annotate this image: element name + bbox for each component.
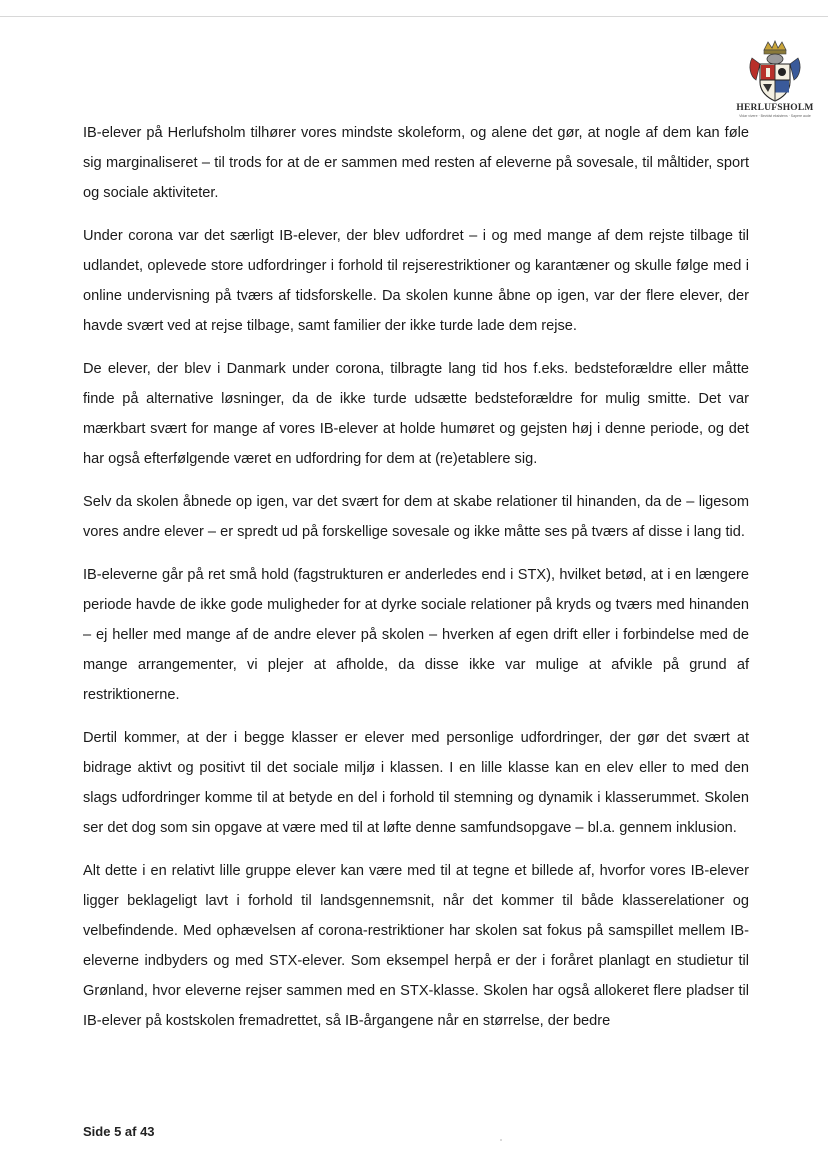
scan-artifact [500,1139,502,1141]
logo-wordmark: HERLUFSHOLM [736,103,814,113]
header-divider [0,16,828,17]
paragraph: Alt dette i en relativt lille gruppe elever kan være med til at tegne et billede af, hvorfor vores IB-elever ligger beklageligt lavt i forhold til landsgennemsnit, når det kommer til både klasserelationer og velbefindende. Med ophævelsen af corona-restriktioner har skolen sat fokus på samspillet mellem IB-eleverne indbyders og med STX-elever. Som eksempel herpå er der i foråret planlagt en studietur til Grønland, hvor eleverne rejser sammen med en STX-klasse. Skolen har også allokeret flere pladser til IB-elever på kostskolen fremadrettet, så IB-årgangene når en størrelse, der bedre [83,863,749,1029]
page-number: Side 5 af 43 [83,1124,155,1139]
paragraph: IB-elever på Herlufsholm tilhører vores mindste skoleform, og alene det gør, at nogle af dem kan føle sig marginaliseret – til trods for at de er sammen med resten af eleverne på sovesale, til måltider, sport og sociale aktiviteter. [83,125,749,201]
herlufsholm-logo [736,40,814,122]
document-body [83,118,749,1049]
paragraph: IB-eleverne går på ret små hold (fagstrukturen er anderledes end i STX), hvilket betød, at i en længere periode havde de ikke gode muligheder for at dyrke sociale relationer på kryds og tværs med hinanden – ej heller med mange af de andre elever på skolen – hverken af egen drift eller i forbindelse med de mange arrangementer, vi plejer at afholde, da disse ikke var mulige at afvikle på grund af restriktionerne. [83,567,749,703]
logo-tagline: Vidar vivere · Bevidst eksistens · Sapere aude [739,114,811,118]
paragraph: Selv da skolen åbnede op igen, var det svært for dem at skabe relationer til hinanden, da de – ligesom vores andre elever – er spredt ud på forskellige sovesale og ikke måtte ses på tværs af disse i lang tid. [83,494,749,540]
coat-of-arms-icon [746,40,804,102]
paragraph: Under corona var det særligt IB-elever, der blev udfordret – i og med mange af dem rejste tilbage til udlandet, oplevede store udfordringer i forhold til rejserestriktioner og karantæner og skulle følge med i online undervisning på tværs af tidsforskelle. Da skolen kunne åbne op igen, var der flere elever, der havde svært ved at rejse tilbage, samt familier der ikke turde lade dem rejse. [83,228,749,334]
paragraph: De elever, der blev i Danmark under corona, tilbragte lang tid hos f.eks. bedsteforældre eller måtte finde på alternative løsninger, da de ikke turde udsætte bedsteforældre for mulig smitte. Det var mærkbart svært for mange af vores IB-elever at holde humøret og gejsten høj i denne periode, og det har også efterfølgende været en udfordring for dem at (re)etablere sig. [83,361,749,467]
paragraph: Dertil kommer, at der i begge klasser er elever med personlige udfordringer, der gør det svært at bidrage aktivt og positivt til det sociale miljø i klassen. I en lille klasse kan en elev eller to med den slags udfordringer komme til at betyde en del i forhold til stemning og dynamik i klasserummet. Skolen ser det dog som sin opgave at være med til at løfte denne samfundsopgave – bl.a. gennem inklusion. [83,730,749,836]
